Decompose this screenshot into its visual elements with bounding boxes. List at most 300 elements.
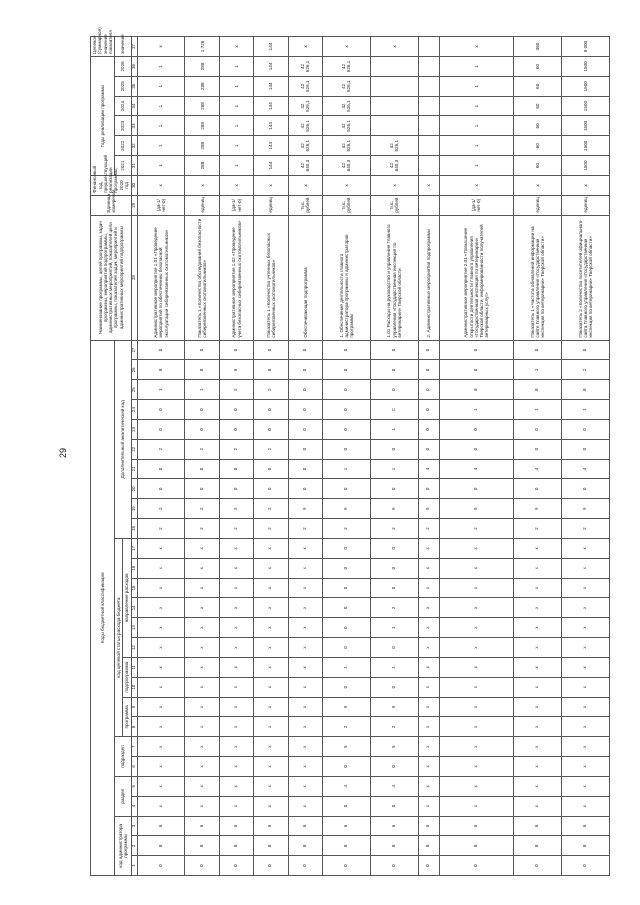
code-cell: 1	[137, 380, 185, 400]
subprogram-header: подпрограмма	[123, 657, 131, 697]
code-cell: 8	[439, 380, 514, 400]
code-cell: 6	[185, 816, 219, 836]
code-cell: 8	[514, 836, 562, 856]
code-cell: 9	[323, 697, 371, 717]
code-cell: x	[288, 538, 322, 558]
row-total: x	[288, 37, 322, 57]
code-cell: x	[418, 638, 439, 658]
row-year-value: 288	[185, 57, 219, 77]
code-cell: 1	[323, 657, 371, 677]
code-cell: 2	[137, 499, 185, 519]
code-cell: x	[219, 578, 253, 598]
code-cell: x	[514, 538, 562, 558]
column-number: 8	[131, 717, 137, 737]
code-cell: 8	[254, 836, 288, 856]
code-cell: 2	[418, 519, 439, 539]
code-cell: x	[418, 558, 439, 578]
row-name: Административное мероприятие 1.02 «Проведение учета безопасных сибиреязвенных скотомогильников»	[219, 215, 253, 340]
code-cell: x	[514, 776, 562, 796]
code-cell: 6	[562, 816, 610, 836]
row-year-value: 60	[514, 156, 562, 176]
code-cell: x	[514, 697, 562, 717]
code-cell: x	[288, 717, 322, 737]
code-cell: x	[254, 717, 288, 737]
code-cell: x	[288, 737, 322, 757]
code-cell: x	[418, 598, 439, 618]
code-cell: 2	[254, 380, 288, 400]
code-cell: 2	[439, 519, 514, 539]
code-cell: 0	[370, 638, 418, 658]
code-cell: x	[562, 618, 610, 638]
row-fin-year: x	[288, 175, 322, 195]
row-year-value: 42 526,1	[288, 136, 322, 156]
code-cell: x	[185, 737, 219, 757]
code-cell: 2	[323, 717, 371, 737]
code-cell: x	[137, 697, 185, 717]
row-year-value	[418, 96, 439, 116]
row-total: 1 728	[185, 37, 219, 57]
code-cell: x	[288, 598, 322, 618]
code-cell: 0	[185, 479, 219, 499]
code-cell: 0	[323, 856, 371, 876]
code-cell: 0	[254, 340, 288, 360]
row-year-value: 1	[219, 57, 253, 77]
row-year-value: 42 526,1	[323, 136, 371, 156]
code-cell: 0	[370, 380, 418, 400]
column-number: 29	[131, 195, 137, 215]
code-cell: 4	[562, 459, 610, 479]
code-cell: x	[439, 796, 514, 816]
code-cell: x	[219, 638, 253, 658]
code-cell: 6	[219, 816, 253, 836]
row-unit: единиц	[514, 195, 562, 215]
row-year-value: 42 526,1	[323, 57, 371, 77]
code-cell: 2	[185, 519, 219, 539]
code-cell: 0	[370, 578, 418, 598]
code-cell: x	[439, 776, 514, 796]
column-number: 19	[131, 499, 137, 519]
code-cell: 0	[514, 856, 562, 876]
code-cell: x	[219, 657, 253, 677]
code-cell: 0	[288, 856, 322, 876]
code-cell: x	[288, 677, 322, 697]
code-cell: 0	[370, 538, 418, 558]
code-cell: x	[514, 677, 562, 697]
row-year-value: 1500	[562, 96, 610, 116]
code-cell: 9	[219, 360, 253, 380]
row-year-value: 1	[439, 96, 514, 116]
code-cell: x	[254, 737, 288, 757]
code-cell: 8	[562, 380, 610, 400]
row-year-value	[370, 96, 418, 116]
column-number: 23	[131, 419, 137, 439]
row-year-value	[370, 57, 418, 77]
code-cell: x	[418, 618, 439, 638]
code-cell: x	[185, 578, 219, 598]
code-cell: 0	[439, 856, 514, 876]
code-cell: 0	[514, 439, 562, 459]
row-unit: тыс. рублей	[370, 195, 418, 215]
code-cell: x	[219, 558, 253, 578]
row-total	[418, 37, 439, 57]
code-cell: 1	[514, 400, 562, 420]
row-year-value: 1	[439, 136, 514, 156]
code-cell: 2	[254, 439, 288, 459]
code-cell: x	[418, 737, 439, 757]
row-year-value: 1	[137, 156, 185, 176]
code-cell: 0	[137, 419, 185, 439]
column-number: 16	[131, 558, 137, 578]
row-fin-year: x	[219, 175, 253, 195]
code-cell: 2	[185, 439, 219, 459]
code-cell: 2	[370, 598, 418, 618]
table-row	[288, 37, 322, 876]
row-unit: тыс. рублей	[288, 195, 322, 215]
code-cell: 6	[418, 816, 439, 836]
code-cell: 0	[323, 638, 371, 658]
code-cell: x	[439, 657, 514, 677]
code-cell: x	[254, 598, 288, 618]
code-cell: 8	[137, 836, 185, 856]
code-cell: 6	[323, 816, 371, 836]
code-cell: 9	[370, 697, 418, 717]
column-number: 13	[131, 618, 137, 638]
code-cell: x	[562, 538, 610, 558]
code-cell: x	[137, 796, 185, 816]
code-cell: 0	[418, 360, 439, 380]
row-year-value: 288	[185, 136, 219, 156]
row-year-value: 144	[254, 136, 288, 156]
row-unit: (да-1/нет-0)	[137, 195, 185, 215]
table-row	[185, 37, 219, 876]
column-number: 25	[131, 380, 137, 400]
row-fin-year: x	[254, 175, 288, 195]
code-cell: x	[219, 757, 253, 777]
code-cell: x	[137, 618, 185, 638]
code-cell: x	[288, 578, 322, 598]
code-cell: x	[254, 578, 288, 598]
code-cell: 0	[137, 459, 185, 479]
code-cell: x	[219, 618, 253, 638]
code-cell: x	[514, 618, 562, 638]
code-cell: 0	[323, 796, 371, 816]
code-cell: 0	[219, 459, 253, 479]
table-row	[137, 37, 185, 876]
code-cell: 0	[370, 340, 418, 360]
code-cell: x	[439, 757, 514, 777]
code-cell: x	[288, 697, 322, 717]
code-cell: 8	[288, 836, 322, 856]
code-cell: x	[254, 776, 288, 796]
code-cell: x	[562, 598, 610, 618]
admin-code-header: код администратора программы	[115, 816, 132, 875]
row-year-value: 144	[254, 76, 288, 96]
row-year-value	[418, 76, 439, 96]
row-year-value: 1	[219, 136, 253, 156]
code-cell: x	[137, 578, 185, 598]
row-fin-year: x	[323, 175, 371, 195]
code-cell: x	[514, 638, 562, 658]
year-2026: 2026	[115, 57, 132, 77]
row-year-value: 42 640,3	[370, 156, 418, 176]
code-cell: 4	[514, 459, 562, 479]
code-cell: 0	[418, 400, 439, 420]
code-cell: x	[185, 776, 219, 796]
code-cell: 0	[254, 400, 288, 420]
code-cell: 8	[219, 836, 253, 856]
code-cell: 0	[323, 677, 371, 697]
final-value-header: значение	[115, 37, 132, 57]
code-cell: x	[288, 796, 322, 816]
code-cell: 0	[288, 340, 322, 360]
program-table	[90, 27, 610, 876]
code-cell: 0	[288, 459, 322, 479]
code-cell: x	[254, 796, 288, 816]
code-cell: x	[288, 638, 322, 658]
row-year-value: 1	[137, 57, 185, 77]
column-number: 27	[131, 340, 137, 360]
code-cell: 0	[288, 400, 322, 420]
row-year-value: 42 640,3	[288, 156, 322, 176]
column-number: 15	[131, 578, 137, 598]
row-year-value: 288	[185, 116, 219, 136]
header-row-1	[91, 37, 115, 876]
row-year-value: 1	[439, 57, 514, 77]
row-year-value: 1	[219, 76, 253, 96]
table-row	[562, 37, 610, 876]
code-cell: 9	[562, 499, 610, 519]
code-cell: 0	[219, 419, 253, 439]
row-name: Административное мероприятие 2.01 «Повышение открытости деятельности Главного управления «Государственная инспекция по ветеринарии» Тверской области, информированности получателей ветеринарных услуг»	[439, 215, 514, 340]
row-year-value	[370, 76, 418, 96]
code-cell: x	[439, 697, 514, 717]
code-cell: 0	[254, 419, 288, 439]
table-row	[439, 37, 514, 876]
code-cell: x	[418, 578, 439, 598]
column-number: 32	[131, 136, 137, 156]
row-year-value: 1	[439, 76, 514, 96]
code-cell: x	[254, 757, 288, 777]
row-total: 144	[254, 37, 288, 57]
name-header: Наименование программы, целей программы, задач программы, мероприятий подпрограммы, административных мероприятий, показателей цели программы, показателей задач, мероприятий и административных мероприятий подпрограммы	[91, 215, 132, 340]
code-cell: 2	[370, 717, 418, 737]
code-cell: x	[514, 657, 562, 677]
code-cell: x	[288, 757, 322, 777]
row-year-value	[418, 156, 439, 176]
code-cell: 0	[562, 419, 610, 439]
code-cell: 0	[323, 360, 371, 380]
code-cell: x	[418, 697, 439, 717]
row-name: Показатель 1 «Частота обновлений информации на сайте Главного управления «Государственная инспекция по ветеринарии» Тверской области»	[514, 215, 562, 340]
row-year-value	[418, 116, 439, 136]
code-cell: 0	[439, 360, 514, 380]
row-unit: единиц	[562, 195, 610, 215]
code-cell: 0	[219, 856, 253, 876]
row-year-value: 1	[137, 76, 185, 96]
code-cell: 6	[137, 816, 185, 836]
row-year-value: 1500	[562, 57, 610, 77]
code-cell: 0	[370, 677, 418, 697]
code-cell: 1	[439, 400, 514, 420]
code-cell: x	[137, 558, 185, 578]
column-number: 17	[131, 538, 137, 558]
row-name: Показатель 2 «Количество посетителей официального сайта Главного управления «Государственная инспекция по ветеринарии» Тверской области»	[562, 215, 610, 340]
table-row	[514, 37, 562, 876]
code-cell: 0	[514, 479, 562, 499]
code-cell: 0	[323, 538, 371, 558]
row-year-value: 42 526,1	[323, 116, 371, 136]
code-cell: 0	[137, 856, 185, 876]
code-cell: 8	[418, 836, 439, 856]
code-cell: 0	[254, 479, 288, 499]
year-2023: 2023	[115, 116, 132, 136]
column-number: 4	[131, 796, 137, 816]
row-year-value: 42 526,1	[288, 116, 322, 136]
code-cell: 1	[370, 618, 418, 638]
code-cell: 1	[562, 400, 610, 420]
code-cell: 1	[370, 657, 418, 677]
code-cell: C	[370, 400, 418, 420]
row-fin-year: x	[439, 175, 514, 195]
code-cell: 0	[219, 479, 253, 499]
code-cell: 0	[439, 419, 514, 439]
code-cell: 0	[370, 796, 418, 816]
target-code-header: код целевой статьи расхода бюджета	[115, 538, 123, 736]
final-header: Целевое (суммарное) значение показателя	[91, 37, 115, 57]
code-cell: x	[439, 578, 514, 598]
row-year-value: 1	[219, 156, 253, 176]
code-cell: 0	[288, 380, 322, 400]
code-cell: x	[288, 657, 322, 677]
code-cell: 0	[185, 459, 219, 479]
column-number: 11	[131, 657, 137, 677]
code-cell: x	[185, 558, 219, 578]
row-year-value: 1500	[562, 156, 610, 176]
code-cell: x	[254, 538, 288, 558]
header-row-2	[115, 37, 123, 876]
code-cell: 6	[254, 816, 288, 836]
code-cell: 0	[137, 340, 185, 360]
year-2024: 2024	[115, 96, 132, 116]
column-number: 5	[131, 776, 137, 796]
code-cell: x	[137, 776, 185, 796]
code-cell: 0	[418, 419, 439, 439]
column-number: 14	[131, 598, 137, 618]
code-cell: x	[562, 578, 610, 598]
code-cell: x	[562, 697, 610, 717]
code-cell: 6	[439, 816, 514, 836]
code-cell: x	[562, 776, 610, 796]
code-cell: 0	[370, 439, 418, 459]
code-cell: x	[514, 796, 562, 816]
row-year-value: 144	[254, 116, 288, 136]
code-cell: 8	[562, 836, 610, 856]
code-cell: x	[137, 717, 185, 737]
code-cell: 2	[219, 380, 253, 400]
subsection-header: подраздел	[115, 737, 132, 777]
row-total: x	[323, 37, 371, 57]
code-cell: 2	[137, 519, 185, 539]
code-cell: 0	[370, 360, 418, 380]
row-year-value: 1	[219, 96, 253, 116]
column-number: 10	[131, 677, 137, 697]
code-cell: 0	[323, 598, 371, 618]
code-cell: 0	[185, 400, 219, 420]
code-cell: 0	[137, 479, 185, 499]
code-cell: x	[219, 717, 253, 737]
code-cell: 4	[323, 776, 371, 796]
code-cell: x	[185, 657, 219, 677]
code-cell: x	[219, 796, 253, 816]
column-number: 37	[131, 37, 137, 57]
column-number: 35	[131, 76, 137, 96]
years-header: Годы реализации программы	[91, 57, 115, 176]
code-cell: 0	[370, 856, 418, 876]
code-cell: 9	[323, 499, 371, 519]
code-cell: 4	[370, 776, 418, 796]
code-cell: 4	[439, 459, 514, 479]
code-cell: 5	[370, 737, 418, 757]
code-cell: x	[137, 737, 185, 757]
row-unit: тыс. рублей	[323, 195, 371, 215]
code-cell: x	[439, 558, 514, 578]
code-cell: x	[514, 558, 562, 578]
code-cell: 0	[562, 439, 610, 459]
code-cell: x	[254, 697, 288, 717]
table-row	[418, 37, 439, 876]
code-cell: 0	[288, 439, 322, 459]
code-cell: x	[254, 677, 288, 697]
code-cell: 0	[370, 479, 418, 499]
code-cell: 8	[514, 380, 562, 400]
row-year-value: 60	[514, 76, 562, 96]
code-cell: x	[562, 717, 610, 737]
code-cell: 4	[418, 459, 439, 479]
table-row	[323, 37, 371, 876]
code-cell: 9	[418, 499, 439, 519]
unit-header: Единица измерения	[91, 195, 132, 215]
code-cell: x	[418, 757, 439, 777]
code-cell: x	[439, 598, 514, 618]
code-cell: x	[439, 717, 514, 737]
code-cell: x	[219, 697, 253, 717]
code-cell: 0	[323, 380, 371, 400]
code-cell: x	[254, 558, 288, 578]
column-number: 33	[131, 116, 137, 136]
code-cell: x	[514, 737, 562, 757]
code-cell: x	[185, 618, 219, 638]
code-cell: 5	[323, 737, 371, 757]
row-name: Административное мероприятие 1.01 «Проведение мероприятий по обеспечению безопасной эксплуатации сибиреязвенных скотомогильников»	[137, 215, 185, 340]
code-cell: 2	[562, 519, 610, 539]
table-body	[137, 37, 609, 876]
code-cell: x	[185, 538, 219, 558]
code-cell: x	[137, 677, 185, 697]
column-number: 7	[131, 737, 137, 757]
row-name: 1. Обеспечение деятельности главного администратора программы и администраторов программы	[323, 215, 371, 340]
row-year-value: 144	[254, 96, 288, 116]
code-cell: 2	[185, 499, 219, 519]
row-year-value: 288	[185, 96, 219, 116]
program-table-rotated	[90, 27, 610, 876]
code-cell: x	[254, 638, 288, 658]
row-name: Показатель 1 «Количество обследований безопасности сибиреязвенных скотомогильников»	[185, 215, 219, 340]
code-cell: x	[562, 677, 610, 697]
row-unit: (да-1/нет-0)	[439, 195, 514, 215]
row-year-value: 60	[514, 57, 562, 77]
code-cell: 9	[288, 499, 322, 519]
row-fin-year: x	[137, 175, 185, 195]
